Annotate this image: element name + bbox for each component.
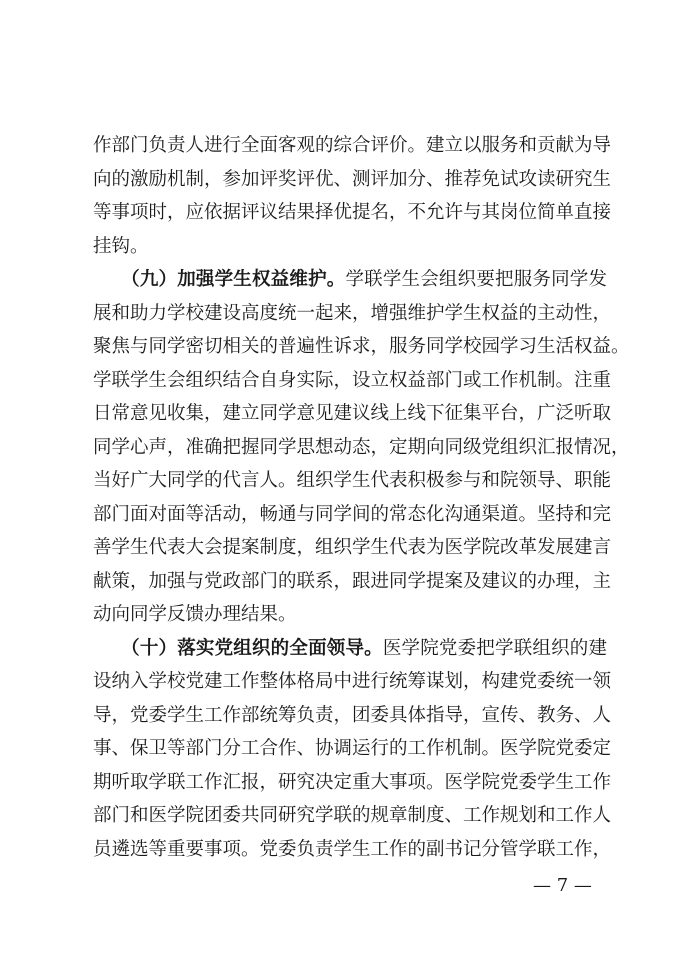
text-line [93,598,607,632]
text-line [93,833,612,867]
line-text: 日常意见收集，建立同学意见建议线上线下征集平台，广泛听取 [93,403,612,424]
text-line [93,364,612,398]
text-line [93,431,630,465]
text-line [93,565,612,599]
line-text: 期听取学联工作汇报，研究决定重大事项。医学院党委学生工作 [93,771,612,793]
line-text: 向的激励机制，参加评奖评优、测评加分、推荐免试攻读研究生 [93,168,612,190]
text-line [93,531,612,565]
line-text: 医学院党委把学联组织的建 [382,637,607,659]
line-text: 员遴选等重要事项。党委负责学生工作的副书记分管学联工作， [93,838,612,860]
text-line [93,498,612,532]
text-line [93,699,612,733]
line-text: 作部门负责人进行全面客观的综合评价。建立以服务和贡献为导 [93,135,612,156]
section-heading: （九）加强学生权益维护。 [130,269,346,290]
text-line [93,230,607,264]
text-line [93,330,630,364]
paragraph-indent [93,269,130,290]
line-text: 动向同学反馈办理结果。 [93,604,297,625]
line-text: 善学生代表大会提案制度，组织学生代表为医学院改革发展建言 [93,537,612,558]
line-text: 学联学生会组织结合自身实际，设立权益部门或工作机制。注重 [93,369,612,391]
text-line [93,129,612,163]
line-text: 献策，加强与党政部门的联系，跟进同学提案及建议的办理，主 [93,570,612,592]
text-line [93,665,612,699]
document-body [93,129,630,866]
line-text: 同学心声，准确把握同学思想动态，定期向同级党组织汇报情况， [93,436,630,458]
line-text: 挂钩。 [93,235,149,257]
line-text: 学联学生会组织要把服务同学发 [345,269,607,290]
line-text: 当好广大同学的代言人。组织学生代表积极参与和院领导、职能 [93,470,612,491]
line-text: 聚焦与同学密切相关的普遍性诉求，服务同学校园学习生活权益。 [93,336,630,357]
line-text: 设纳入学校党建工作整体格局中进行统筹谋划，构建党委统一领 [93,671,612,692]
text-line [93,464,612,498]
line-text: 展和助力学校建设高度统一起来，增强维护学生权益的主动性， [93,302,612,324]
line-text: 事、保卫等部门分工合作、协调运行的工作机制。医学院党委定 [93,738,612,759]
text-line [93,196,612,230]
text-line [93,397,612,431]
text-line [93,799,612,833]
line-text: 等事项时，应依据评议结果择优提名，不允许与其岗位简单直接 [93,202,612,223]
section-heading-line [93,632,607,666]
section-heading: （十）落实党组织的全面领导。 [130,637,383,659]
text-line [93,732,612,766]
text-line [93,163,612,197]
paragraph-indent [93,638,130,659]
line-text: 部门面对面等活动，畅通与同学间的常态化沟通渠道。坚持和完 [93,503,612,525]
line-text: 导，党委学生工作部统筹负责，团委具体指导，宣传、教务、人 [93,704,612,726]
text-line [93,766,612,800]
line-text: 部门和医学院团委共同研究学联的规章制度、工作规划和工作人 [93,805,612,826]
text-line [93,297,612,331]
section-heading-line [93,263,607,297]
page-number: — 7 — [533,875,592,896]
